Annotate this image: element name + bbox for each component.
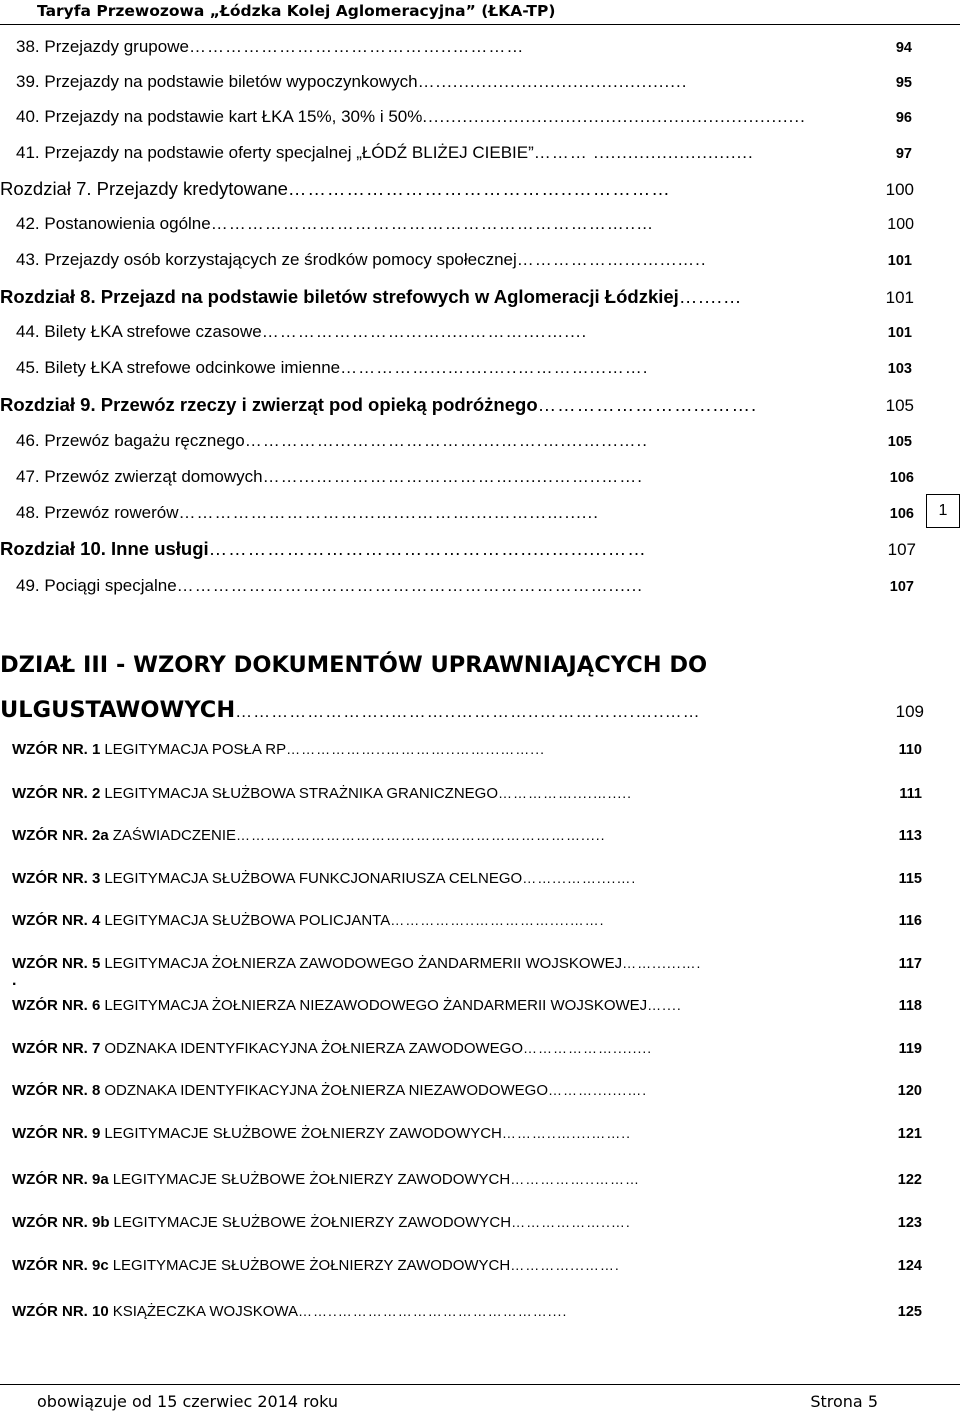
toc-page-number: 117 [898, 956, 922, 972]
form-title: LEGITYMACJA ŻOŁNIERZA NIEZAWODOWEGO ŻANDARMERII WOJSKOWEJ [104, 997, 648, 1014]
toc-page-number: 120 [897, 1083, 922, 1099]
form-title: LEGITYMACJA SŁUŻBOWA STRAŻNIKA GRANICZNEGO [104, 785, 499, 802]
toc-form-entry[interactable] [12, 1214, 922, 1231]
toc-leader: ……………..……… [510, 1171, 641, 1187]
toc-page-number: 115 [898, 871, 922, 887]
toc-leader: …............................................ [417, 72, 688, 91]
toc-form-entry[interactable] [12, 1125, 922, 1142]
form-title: LEGITYMACJA POSŁA RP [104, 741, 287, 758]
form-prefix: WZÓR NR. [12, 1082, 88, 1099]
toc-entry-title: 45. Bilety ŁKA strefowe odcinkowe imienne [16, 358, 341, 377]
form-number: 4 [92, 912, 101, 929]
toc-leader: ................................................................... [422, 107, 806, 126]
toc-page-number: 101 [887, 325, 912, 341]
toc-chapter-title: Rozdział 9. Przewóz rzeczy i zwierząt pod opieką podróżnego [0, 394, 538, 415]
form-title: LEGITYMACJA SŁUŻBOWA POLICJANTA [104, 912, 391, 929]
form-number: 8 [92, 1082, 101, 1099]
toc-chapter[interactable] [0, 394, 914, 416]
section-heading-line2: ULGUSTAWOWYCH [0, 697, 236, 723]
toc-entry[interactable] [16, 358, 912, 378]
toc-entry[interactable] [16, 107, 912, 127]
form-number: 9a [92, 1171, 109, 1188]
toc-page-number: 94 [895, 40, 912, 56]
toc-leader: ……...……....…. [522, 870, 637, 886]
toc-entry-title: 40. Przejazdy na podstawie kart ŁKA 15%, 30% i 50% [16, 107, 423, 126]
toc-entry[interactable] [16, 503, 914, 523]
toc-leader: ……......…. [622, 955, 702, 971]
toc-leader: ……………………..………..…………..…………….…..…… [235, 702, 701, 721]
toc-page-number: 121 [897, 1126, 922, 1142]
toc-entry[interactable] [16, 143, 912, 163]
form-prefix: WZÓR NR. [12, 827, 88, 844]
form-prefix: WZÓR NR. [12, 1303, 88, 1320]
form-title: ODZNAKA IDENTYFIKACYJNA ŻOŁNIERZA ZAWODOWEGO [104, 1040, 524, 1057]
toc-page-number: 111 [899, 786, 922, 802]
toc-entry-title: 42. Postanowienia ogólne [16, 214, 211, 233]
toc-leader: …………...……. [510, 1257, 620, 1273]
toc-leader: ….... [647, 997, 682, 1013]
toc-leader: …....… [678, 286, 743, 307]
form-prefix: WZÓR NR. [12, 1125, 88, 1142]
toc-entry[interactable] [16, 467, 914, 487]
toc-form-entry[interactable] [12, 912, 922, 929]
toc-chapter-title: Rozdział 8. Przejazd na podstawie biletów strefowych w Aglomeracji Łódzkiej [0, 286, 679, 307]
form-number: 3 [92, 870, 101, 887]
toc-leader: ……………………………………..…………… [287, 178, 671, 199]
form-prefix: WZÓR NR. [12, 870, 88, 887]
section-heading[interactable] [0, 652, 707, 678]
form-title: ZAŚWIADCZENIE [112, 827, 237, 844]
form-prefix: WZÓR NR. [12, 955, 88, 972]
toc-leader: ……………....…..... [498, 785, 633, 801]
toc-leader: ……… ............................ [533, 143, 754, 162]
toc-form-entry[interactable] [12, 1082, 922, 1099]
validity-date: obowiązuje od 15 czerwiec 2014 roku [37, 1392, 339, 1411]
toc-page-number: 118 [898, 998, 922, 1014]
form-number: 10 [92, 1303, 109, 1320]
toc-entry-title: 38. Przejazdy grupowe [16, 37, 189, 56]
section-heading-continued[interactable] [0, 697, 924, 723]
form-prefix: WZÓR NR. [12, 912, 88, 929]
toc-leader: ……………...…....…..…………...……. [340, 358, 649, 377]
toc-entry[interactable] [16, 214, 914, 234]
toc-entry-title: 41. Przejazdy na podstawie oferty specjalnej „ŁÓDŹ BLIŻEJ CIEBIE” [16, 143, 534, 162]
toc-entry[interactable] [16, 37, 912, 57]
form-number: 5 [92, 955, 101, 972]
toc-page-number: 124 [897, 1258, 922, 1274]
section-heading-line1: DZIAŁ III - WZORY DOKUMENTÓW UPRAWNIAJĄCYCH DO [0, 652, 708, 678]
toc-leader: ………………..…. [511, 1214, 631, 1230]
toc-leader: ……..…………………………………….... [298, 1303, 568, 1319]
toc-leader: ………………........ [523, 1040, 653, 1056]
toc-page-number: 125 [897, 1304, 922, 1320]
toc-form-entry[interactable] [12, 785, 922, 802]
toc-form-entry[interactable] [12, 955, 922, 972]
toc-page-number: 106 [889, 470, 914, 486]
toc-page-number: 113 [898, 828, 922, 844]
form-prefix: WZÓR NR. [12, 1040, 88, 1057]
toc-entry-title: 48. Przewóz rowerów [16, 503, 179, 522]
page-number: Strona 5 [810, 1392, 878, 1411]
toc-page-number: 107 [889, 579, 914, 595]
toc-leader: ………………...…...….. [516, 250, 707, 269]
toc-entry[interactable] [16, 576, 914, 596]
toc-page-number: 105 [885, 396, 914, 415]
document-title: Taryfa Przewozowa „Łódzka Kolej Aglomeracyjna” (ŁKA-TP) [37, 2, 556, 20]
toc-leader: ……………………...….....………....….... [261, 322, 588, 341]
toc-chapter[interactable] [0, 538, 916, 560]
toc-form-entry[interactable] [12, 870, 922, 887]
form-prefix: WZÓR NR. [12, 997, 88, 1014]
toc-entry-title: 46. Przewóz bagażu ręcznego [16, 431, 245, 450]
form-number: 1 [92, 741, 101, 758]
toc-page-number: 100 [887, 216, 914, 233]
toc-leader: ………………..…………..……...……... [286, 741, 545, 757]
form-number: 9c [92, 1257, 109, 1274]
toc-entry-title: 44. Bilety ŁKA strefowe czasowe [16, 322, 262, 341]
toc-page-number: 95 [895, 75, 912, 91]
toc-entry-title: 39. Przejazdy na podstawie biletów wypoczynkowych [16, 72, 418, 91]
toc-page-number: 103 [887, 361, 912, 377]
toc-page-number: 105 [887, 434, 912, 450]
form-title: ODZNAKA IDENTYFIKACYJNA ŻOŁNIERZA NIEZAWODOWEGO [104, 1082, 549, 1099]
toc-page-number: 122 [897, 1172, 922, 1188]
toc-entry[interactable] [16, 250, 912, 270]
toc-page-number: 106 [889, 506, 914, 522]
toc-leader: …………………………...…....………....……...…...... [178, 503, 599, 522]
toc-leader: ……...…………………………….......……..……. [262, 467, 643, 486]
form-title: LEGITYMACJA SŁUŻBOWA FUNKCJONARIUSZA CELNEGO [104, 870, 523, 887]
toc-page-number: 109 [895, 702, 924, 721]
form-title: LEGITYMACJA ŻOŁNIERZA ZAWODOWEGO ŻANDARMERII WOJSKOWEJ [104, 955, 623, 972]
toc-leader: ……………………………………………………………..... [236, 827, 606, 843]
toc-chapter[interactable] [0, 286, 914, 308]
stray-period: . [12, 972, 17, 989]
toc-entry[interactable] [16, 431, 912, 451]
toc-entry-title: 43. Przejazdy osób korzystających ze środków pomocy społecznej [16, 250, 517, 269]
toc-leader: ……………………………………..………… [188, 37, 525, 56]
toc-form-entry[interactable] [12, 1040, 922, 1057]
toc-leader: ………………………………………….....…......…… [208, 538, 647, 559]
form-number: 9 [92, 1125, 101, 1142]
toc-page-number: 123 [897, 1215, 922, 1231]
toc-entry[interactable] [16, 322, 912, 342]
toc-page-number: 96 [895, 110, 912, 126]
toc-entry[interactable] [16, 72, 912, 92]
toc-leader: ………..…....…….. [501, 1125, 632, 1141]
toc-chapter-title: Rozdział 7. Przejazdy kredytowane [0, 178, 288, 199]
toc-chapter-title: Rozdział 10. Inne usługi [0, 538, 209, 559]
toc-entry-title: 47. Przewóz zwierząt domowych [16, 467, 263, 486]
toc-chapter[interactable] [0, 178, 914, 200]
toc-page-number: 119 [898, 1041, 922, 1057]
toc-leader: ……….......…. [548, 1082, 648, 1098]
form-title: LEGITYMACJE SŁUŻBOWE ŻOŁNIERZY ZAWODOWYCH [112, 1171, 511, 1188]
toc-page-number: 100 [885, 180, 914, 199]
form-prefix: WZÓR NR. [12, 785, 88, 802]
toc-form-entry[interactable] [12, 1303, 922, 1320]
section-heading-row [0, 697, 924, 723]
form-prefix: WZÓR NR. [12, 1214, 88, 1231]
page-footer [0, 1384, 960, 1414]
toc-leader: ……………………………………………………………..… [210, 214, 655, 233]
toc-leader: ……………..……………....……. [390, 912, 605, 928]
toc-page-number: 97 [895, 146, 912, 162]
toc-form-entry[interactable] [12, 827, 922, 844]
form-title: LEGITYMACJE SŁUŻBOWE ŻOŁNIERZY ZAWODOWYCH [112, 1257, 511, 1274]
toc-form-entry[interactable] [12, 1257, 922, 1274]
toc-form-entry[interactable] [12, 741, 922, 758]
toc-page-number: 116 [898, 913, 922, 929]
form-prefix: WZÓR NR. [12, 1171, 88, 1188]
form-number: 9b [92, 1214, 110, 1231]
toc-leader: ……………………...……. [537, 394, 758, 415]
toc-page-number: 107 [887, 540, 916, 559]
form-number: 2 [92, 785, 101, 802]
form-number: 6 [92, 997, 101, 1014]
toc-leader: ………………………………………………………………...... [176, 576, 644, 595]
form-title: KSIĄŻECZKA WOJSKOWA [112, 1303, 298, 1320]
form-title: LEGITYMACJE SŁUŻBOWE ŻOŁNIERZY ZAWODOWYCH [113, 1214, 512, 1231]
form-number: 2a [92, 827, 109, 844]
toc-page-number: 101 [887, 253, 912, 269]
side-page-number: 1 [938, 502, 948, 519]
form-number: 7 [92, 1040, 101, 1057]
toc-leader: ……………...…………………....…….…....…...….. [244, 431, 648, 450]
toc-page-number: 101 [885, 288, 914, 307]
toc-entry-title: 49. Pociągi specjalne [16, 576, 177, 595]
toc-page-number: 110 [898, 742, 922, 758]
toc-form-entry[interactable] [12, 1171, 922, 1188]
form-prefix: WZÓR NR. [12, 1257, 88, 1274]
form-title: LEGITYMACJE SŁUŻBOWE ŻOŁNIERZY ZAWODOWYCH [104, 1125, 502, 1142]
toc-form-entry[interactable] [12, 997, 922, 1014]
form-prefix: WZÓR NR. [12, 741, 88, 758]
side-page-number-box [926, 494, 960, 528]
